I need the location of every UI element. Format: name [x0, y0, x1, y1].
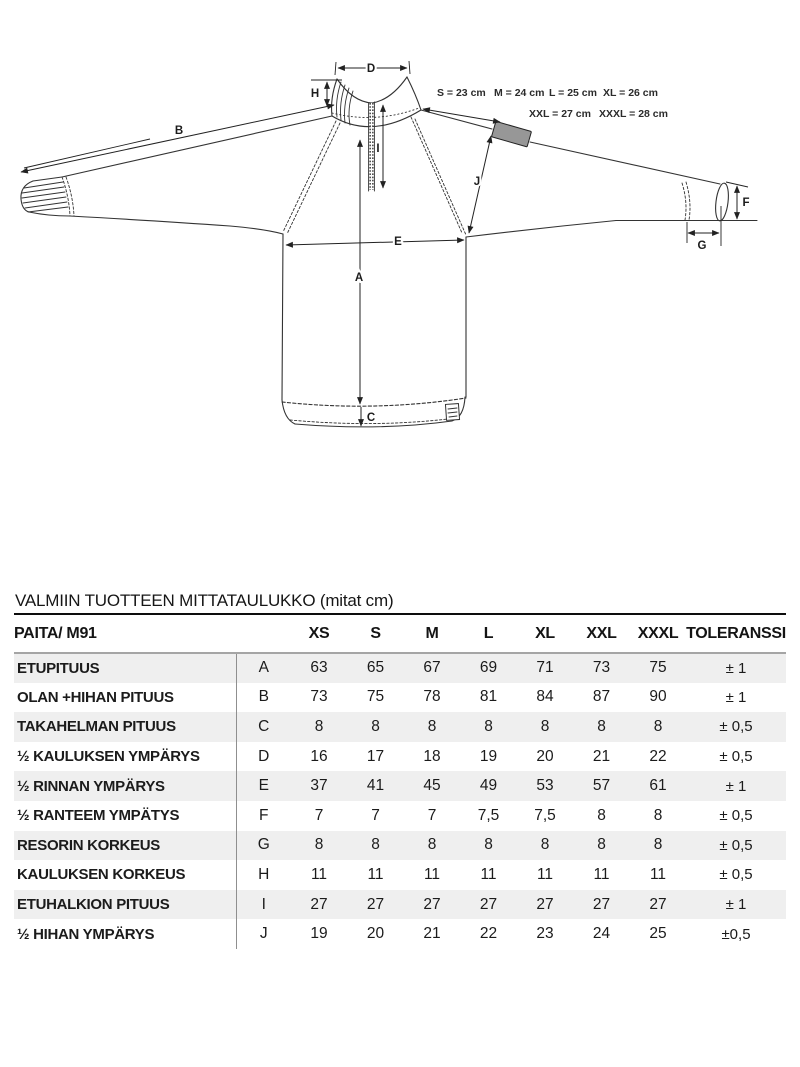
- table-row: [14, 742, 786, 772]
- column-header-tolerance: TOLERANSSI: [686, 624, 786, 642]
- size-value: 8: [597, 717, 606, 735]
- table-row: [14, 890, 786, 920]
- row-label: ½ KAULUKSEN YMPÄRYS: [14, 742, 236, 772]
- size-value: 8: [653, 717, 663, 735]
- size-value: 25: [649, 925, 667, 943]
- tolerance-value: ± 1: [725, 896, 747, 914]
- dim-letter-f: F: [742, 197, 750, 209]
- row-label: ETUPITUUS: [14, 653, 236, 683]
- dim-letter-c: C: [366, 412, 376, 424]
- row-label: ½ RINNAN YMPÄRYS: [14, 771, 236, 801]
- size-value: 8: [427, 836, 437, 854]
- size-value: 8: [653, 836, 663, 854]
- size-value: 7: [314, 806, 324, 824]
- size-value: 53: [536, 777, 554, 795]
- size-note-l: L = 25 cm: [549, 87, 597, 99]
- table-row: [14, 919, 786, 949]
- tolerance-value: ± 0,5: [719, 807, 753, 825]
- body-outline: [282, 234, 466, 427]
- row-letter: H: [258, 865, 270, 883]
- column-header-s: S: [370, 624, 381, 642]
- dim-letter-a: A: [354, 272, 364, 284]
- row-letter: J: [259, 925, 268, 943]
- size-value: 81: [479, 688, 498, 706]
- hem-tag: [445, 404, 459, 421]
- size-value: 7: [427, 806, 437, 824]
- dim-letter-i: I: [376, 143, 380, 155]
- size-value: 24: [592, 925, 611, 943]
- size-value: 8: [484, 836, 493, 854]
- tolerance-value: ± 0,5: [719, 748, 753, 766]
- tolerance-value: ± 0,5: [719, 836, 753, 854]
- size-value: 45: [423, 777, 441, 795]
- size-value: 7,5: [534, 806, 556, 824]
- row-letter: E: [258, 777, 269, 795]
- size-value: 8: [371, 836, 380, 854]
- size-value: 7,5: [477, 806, 500, 824]
- dim-letter-d: D: [366, 63, 376, 75]
- size-value: 41: [366, 777, 385, 795]
- size-value: 22: [479, 925, 498, 943]
- tolerance-value: ± 1: [725, 659, 747, 677]
- size-value: 11: [649, 865, 667, 883]
- size-value: 27: [310, 895, 328, 913]
- size-value: 8: [597, 806, 606, 824]
- size-value: 57: [592, 777, 611, 795]
- size-value: 8: [540, 717, 550, 735]
- size-value: 69: [479, 659, 498, 677]
- row-letter: B: [258, 688, 269, 706]
- row-letter: A: [258, 659, 269, 677]
- cuff-ribbing: [22, 182, 68, 212]
- size-value: 8: [371, 717, 380, 735]
- size-value: 19: [310, 925, 328, 943]
- column-header-m: M: [425, 624, 439, 642]
- measurement-table: [14, 613, 786, 949]
- size-value: 22: [649, 747, 667, 765]
- tolerance-value: ± 1: [725, 688, 747, 706]
- size-value: 73: [310, 688, 328, 706]
- table-row: [14, 771, 786, 801]
- dim-letter-e: E: [394, 236, 402, 248]
- table-row: [14, 831, 786, 861]
- row-letter: I: [261, 895, 266, 913]
- size-value: 63: [310, 659, 328, 677]
- size-value: 67: [423, 659, 441, 677]
- column-header-xxl: XXL: [586, 624, 617, 642]
- size-value: 11: [367, 865, 384, 883]
- size-value: 87: [592, 688, 611, 706]
- row-letter: C: [258, 717, 270, 735]
- size-value: 8: [653, 806, 663, 824]
- tolerance-value: ± 0,5: [719, 866, 753, 884]
- table-row: [14, 860, 786, 890]
- size-value: 8: [314, 836, 324, 854]
- size-value: 11: [310, 865, 328, 883]
- size-value: 27: [423, 895, 441, 913]
- right-sleeve: [421, 110, 757, 237]
- size-value: 18: [423, 747, 441, 765]
- size-value: 11: [536, 865, 554, 883]
- column-header-xs: XS: [308, 624, 330, 642]
- size-value: 71: [536, 659, 554, 677]
- dim-letter-b: B: [174, 125, 184, 137]
- size-value: 17: [366, 747, 385, 765]
- size-value: 8: [427, 717, 437, 735]
- column-header-xxxl: XXXL: [637, 624, 679, 642]
- size-note-s: S = 23 cm: [437, 87, 486, 99]
- table-row: [14, 653, 786, 683]
- table-row: [14, 712, 786, 742]
- size-value: 20: [366, 925, 385, 943]
- tolerance-value: ± 1: [725, 777, 747, 795]
- size-value: 8: [597, 836, 606, 854]
- column-header-l: L: [483, 624, 494, 642]
- sleeve-patch: [491, 121, 531, 147]
- size-value: 27: [479, 895, 498, 913]
- size-value: 75: [366, 688, 385, 706]
- row-label: ½ HIHAN YMPÄRYS: [14, 919, 236, 949]
- row-label: TAKAHELMAN PITUUS: [14, 712, 236, 742]
- size-value: 27: [536, 895, 554, 913]
- size-value: 11: [423, 865, 441, 883]
- size-value: 27: [366, 895, 385, 913]
- row-label: ETUHALKION PITUUS: [14, 890, 236, 920]
- size-value: 11: [480, 865, 497, 883]
- size-value: 16: [310, 747, 328, 765]
- size-note-xxl: XXL = 27 cm: [529, 108, 591, 120]
- dim-letter-g: G: [697, 240, 707, 252]
- collar-size-annotation: [437, 87, 668, 120]
- row-label: OLAN +HIHAN PITUUS: [14, 683, 236, 713]
- tolerance-value: ±0,5: [721, 925, 751, 943]
- size-value: 11: [593, 865, 610, 883]
- size-value: 8: [484, 717, 493, 735]
- size-note-xxxl: XXXL = 28 cm: [599, 108, 668, 120]
- size-value: 78: [423, 688, 441, 706]
- zipper: [369, 102, 375, 191]
- size-value: 19: [479, 747, 498, 765]
- size-value: 20: [536, 747, 554, 765]
- size-value: 61: [649, 777, 667, 795]
- size-value: 37: [310, 777, 328, 795]
- size-value: 27: [592, 895, 611, 913]
- dim-letter-h: H: [310, 88, 320, 100]
- size-value: 84: [536, 688, 554, 706]
- size-value: 21: [592, 747, 611, 765]
- size-value: 8: [540, 836, 550, 854]
- row-label: RESORIN KORKEUS: [14, 831, 236, 861]
- tolerance-value: ± 0,5: [719, 718, 753, 736]
- size-value: 23: [536, 925, 554, 943]
- size-note-m: M = 24 cm: [494, 87, 545, 99]
- collar-outline: [332, 77, 421, 127]
- table-header-row: [14, 614, 786, 653]
- row-label: ½ RANTEEM YMPÄTYS: [14, 801, 236, 831]
- size-value: 90: [649, 688, 667, 706]
- size-value: 27: [649, 895, 667, 913]
- column-header-xl: XL: [535, 624, 555, 642]
- dim-letter-j: J: [473, 176, 481, 188]
- size-value: 8: [314, 717, 324, 735]
- size-value: 21: [423, 925, 441, 943]
- size-value: 73: [592, 659, 611, 677]
- row-letter: D: [258, 747, 270, 765]
- size-value: 49: [479, 777, 498, 795]
- row-label: KAULUKSEN KORKEUS: [14, 860, 236, 890]
- size-note-xl: XL = 26 cm: [603, 87, 658, 99]
- size-value: 75: [649, 659, 667, 677]
- size-value: 65: [366, 659, 385, 677]
- table-row: [14, 801, 786, 831]
- page-title: VALMIIN TUOTTEEN MITTATAULUKKO (mitat cm): [15, 591, 394, 610]
- column-header-product: PAITA/ M91: [14, 624, 97, 642]
- size-value: 7: [371, 806, 380, 824]
- table-row: [14, 683, 786, 713]
- row-letter: F: [259, 806, 269, 824]
- row-letter: G: [257, 836, 270, 854]
